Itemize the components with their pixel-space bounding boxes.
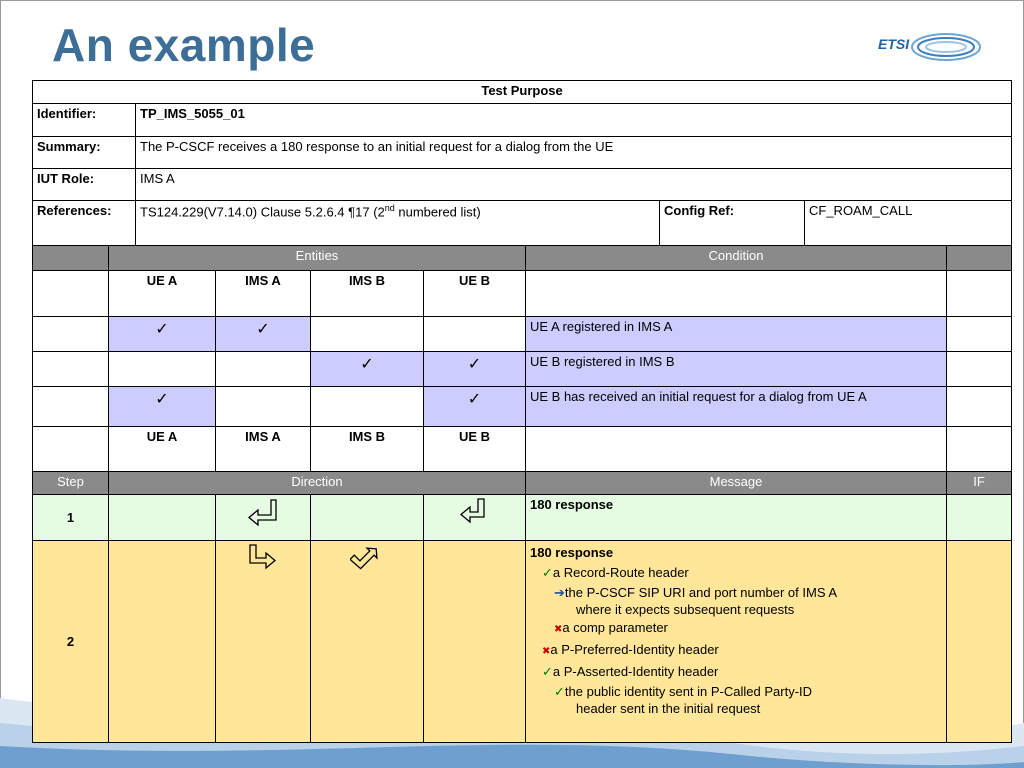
blank-cell (33, 387, 109, 427)
direction-header: Direction (109, 472, 526, 495)
check-icon: ✓ (542, 664, 553, 679)
condition-row (33, 352, 1012, 387)
config-ref-value: CF_ROAM_CALL (805, 201, 1012, 246)
message-header: Message (526, 472, 947, 495)
if-header: IF (947, 472, 1012, 495)
step-message-details (526, 541, 947, 743)
blank-cell (109, 495, 216, 541)
blank-cell (109, 541, 216, 743)
condition-header: Condition (526, 246, 947, 271)
message-item-text: the public identity sent in P-Called Party-ID (564, 684, 813, 699)
step-row-1 (33, 495, 1012, 541)
blank-cell (947, 352, 1012, 387)
entity-names-row-2 (33, 427, 1012, 472)
blank-cell (526, 271, 947, 317)
cross-icon: ✖ (554, 624, 563, 635)
etsi-swirl-icon (908, 30, 982, 64)
check-icon: ✓ (554, 684, 565, 699)
entity-ue-b: UE B (424, 427, 526, 472)
check-cell (424, 317, 526, 352)
iut-role-row (33, 169, 1012, 201)
blank-cell (947, 495, 1012, 541)
slide-title: An example (52, 19, 316, 71)
references-value (136, 201, 660, 246)
identifier-value: TP_IMS_5055_01 (136, 104, 1012, 137)
test-purpose-table (32, 80, 1012, 743)
message-item (530, 640, 942, 662)
blank-cell (947, 541, 1012, 743)
blank-cell (33, 317, 109, 352)
condition-text: UE B registered in IMS B (526, 352, 947, 387)
entity-ims-b: IMS B (311, 427, 424, 472)
message-item (530, 662, 942, 682)
blank-cell (33, 271, 109, 317)
blank-cell (947, 387, 1012, 427)
blank-cell (526, 427, 947, 472)
blank-cell (33, 427, 109, 472)
step-number: 1 (33, 495, 109, 541)
step-message: 180 response (526, 495, 947, 541)
check-icon: ✓ (109, 387, 216, 427)
etsi-logo-text: ETSI (878, 36, 910, 52)
conditions-header-blank (33, 246, 109, 271)
check-icon: ✓ (109, 317, 216, 352)
entity-ue-b: UE B (424, 271, 526, 317)
entity-names-row (33, 271, 1012, 317)
summary-label: Summary: (33, 137, 136, 169)
blank-cell (311, 495, 424, 541)
left-arrow-into-ims-a-icon (216, 495, 311, 541)
entity-ims-a: IMS A (216, 271, 311, 317)
message-item (530, 618, 942, 640)
check-cell (109, 352, 216, 387)
message-item-text: a Record-Route header (552, 565, 689, 580)
summary-value: The P-CSCF receives a 180 response to an initial request for a dialog from the UE (136, 137, 1012, 169)
entity-ims-a: IMS A (216, 427, 311, 472)
arrow-right-icon: ➔ (554, 585, 565, 600)
identifier-row (33, 104, 1012, 137)
references-label: References: (33, 201, 136, 246)
conditions-header-row (33, 246, 1012, 271)
message-item-text: a comp parameter (562, 620, 668, 635)
cross-icon: ✖ (542, 646, 551, 657)
step-row-2 (33, 541, 1012, 743)
step-message-title: 180 response (530, 545, 614, 560)
right-arrow-from-ims-a-icon (216, 541, 311, 743)
references-text-tail: numbered list) (394, 204, 481, 220)
test-purpose-header-row (33, 81, 1012, 104)
iut-role-value: IMS A (136, 169, 1012, 201)
entity-ue-a: UE A (109, 271, 216, 317)
conditions-header-blank-right (947, 246, 1012, 271)
condition-row (33, 387, 1012, 427)
step-number: 2 (33, 541, 109, 743)
check-cell (311, 317, 424, 352)
message-item (530, 682, 942, 702)
references-text: TS124.229(V7.14.0) Clause 5.2.6.4 ¶17 (2 (140, 204, 385, 220)
check-icon: ✓ (424, 352, 526, 387)
check-cell (216, 387, 311, 427)
references-row (33, 201, 1012, 246)
check-cell (216, 352, 311, 387)
blank-cell (424, 541, 526, 743)
entity-ims-b: IMS B (311, 271, 424, 317)
config-ref-label: Config Ref: (660, 201, 805, 246)
check-cell (311, 387, 424, 427)
blank-cell (33, 352, 109, 387)
steps-header-row (33, 472, 1012, 495)
condition-text: UE A registered in IMS A (526, 317, 947, 352)
blank-cell (947, 317, 1012, 352)
blank-cell (947, 271, 1012, 317)
references-superscript: nd (384, 203, 395, 213)
condition-text: UE B has received an initial request for a dialog from UE A (526, 387, 947, 427)
message-item (530, 563, 942, 583)
check-icon: ✓ (424, 387, 526, 427)
etsi-logo (878, 30, 982, 66)
check-icon: ✓ (216, 317, 311, 352)
message-item-text: a P-Preferred-Identity header (550, 642, 719, 657)
check-icon: ✓ (311, 352, 424, 387)
check-icon: ✓ (542, 565, 553, 580)
message-item-continuation: header sent in the initial request (576, 701, 761, 716)
message-item-text: a P-Asserted-Identity header (552, 664, 719, 679)
summary-row (33, 137, 1012, 169)
message-item (530, 583, 942, 603)
iut-role-label: IUT Role: (33, 169, 136, 201)
entity-ue-a: UE A (109, 427, 216, 472)
blank-cell (947, 427, 1012, 472)
right-arrow-into-ims-b-icon (311, 541, 424, 743)
test-purpose-header: Test Purpose (33, 81, 1012, 104)
condition-row (33, 317, 1012, 352)
step-header: Step (33, 472, 109, 495)
identifier-label: Identifier: (33, 104, 136, 137)
entities-header: Entities (109, 246, 526, 271)
message-item-continuation: where it expects subsequent requests (576, 602, 795, 617)
message-item-text: the P-CSCF SIP URI and port number of IMS A (564, 585, 838, 600)
left-arrow-from-ue-b-icon (424, 495, 526, 541)
